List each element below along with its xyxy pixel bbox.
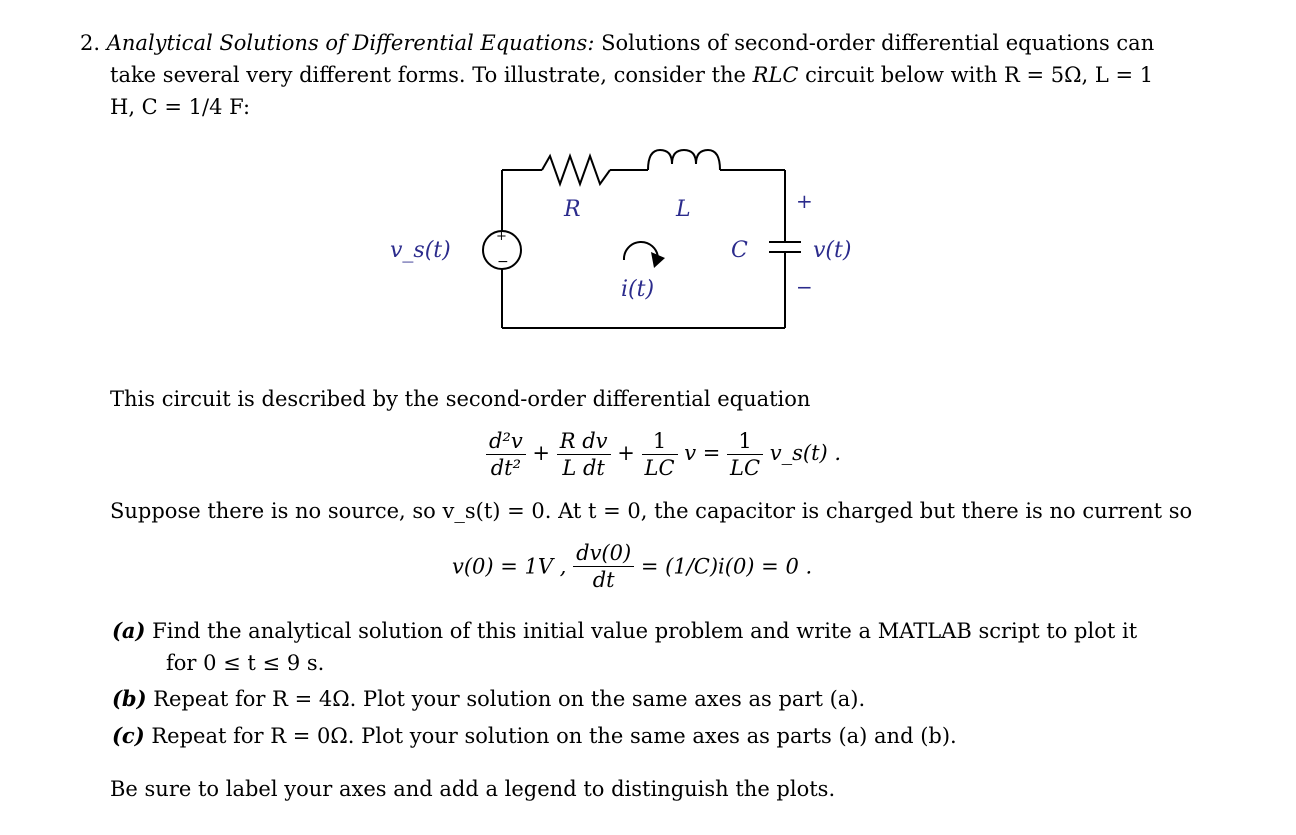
part-a-text-line2: for 0 ≤ t ≤ 9 s. [166, 651, 325, 675]
ode-term-4-num: 1 [727, 428, 763, 455]
part-c [112, 721, 957, 751]
suppose-text: Suppose there is no source, so v_s(t) = 0. At t = 0, the capacitor is charged but there is no current so [110, 499, 1193, 523]
ode-plus-2: + [617, 441, 635, 465]
voltage-plus-sign: + [796, 189, 813, 213]
part-b [112, 684, 865, 714]
current-label: i(t) [621, 277, 655, 302]
ic-left: v(0) = 1V , [452, 554, 567, 579]
voltage-label: v(t) [813, 238, 852, 263]
resistor-label: R [564, 197, 581, 222]
part-a-label: (a) [112, 618, 146, 643]
ic-derivative-num: dv(0) [573, 540, 634, 567]
intro-params: R = 5Ω, L = 1 [1004, 63, 1154, 87]
source-plus-sign: + [496, 229, 507, 244]
ode-term-3-den: LC [644, 456, 675, 480]
intro-line2-b: circuit below with [805, 63, 998, 87]
problem-title: Analytical Solutions of Differential Equations: [106, 31, 595, 55]
ode-term-1 [486, 428, 526, 481]
part-c-label: (c) [112, 723, 145, 748]
problem-header [80, 28, 1154, 58]
inductor-label: L [676, 197, 691, 222]
ode-term-2 [557, 428, 611, 481]
problem-intro-line3: H, C = 1/4 F: [110, 95, 251, 119]
ode-term-4-den: LC [730, 456, 761, 480]
voltage-minus-sign: − [796, 275, 813, 299]
part-a-text: Find the analytical solution of this initial value problem and write a MATLAB script to plot it [152, 619, 1138, 643]
resistor-symbol [542, 156, 610, 184]
problem-intro-line2 [110, 60, 1153, 90]
ic-right: = (1/C)i(0) = 0 . [640, 554, 813, 579]
ode-term-4-tail: v_s(t) . [769, 441, 842, 465]
ic-derivative-den: dt [592, 568, 615, 592]
ode-term-3-num: 1 [642, 428, 678, 455]
source-label: v_s(t) [390, 238, 451, 263]
source-minus-sign: − [497, 254, 509, 270]
part-c-text: Repeat for R = 0Ω. Plot your solution on the same axes as parts (a) and (b). [151, 724, 957, 748]
ode-term-1-den: dt² [490, 456, 522, 480]
intro-rlc: RLC [752, 63, 799, 87]
ode-term-3-tail: v = [684, 441, 721, 465]
ode-intro: This circuit is described by the second-order differential equation [110, 387, 811, 411]
rlc-circuit-diagram [380, 130, 900, 340]
ode-equation [486, 428, 841, 481]
closing-text: Be sure to label your axes and add a legend to distinguish the plots. [110, 777, 836, 801]
intro-line2-a: take several very different forms. To illustrate, consider the [110, 63, 746, 87]
ode-term-2-den: L dt [562, 456, 605, 480]
part-b-label: (b) [112, 686, 147, 711]
ode-plus-1: + [532, 441, 551, 465]
inductor-symbol [648, 150, 720, 170]
ic-derivative [573, 540, 634, 593]
ode-term-1-num: d²v [486, 428, 526, 455]
problem-number: 2. [80, 31, 101, 55]
part-b-text: Repeat for R = 4Ω. Plot your solution on the same axes as part (a). [153, 687, 866, 711]
capacitor-label: C [731, 238, 748, 263]
ode-term-3 [642, 428, 678, 481]
ode-term-4 [727, 428, 763, 481]
problem-intro-line1: Solutions of second-order differential equations can [601, 31, 1155, 55]
initial-conditions [452, 540, 812, 593]
part-a [112, 616, 1137, 646]
ode-term-2-num: R dv [557, 428, 611, 455]
